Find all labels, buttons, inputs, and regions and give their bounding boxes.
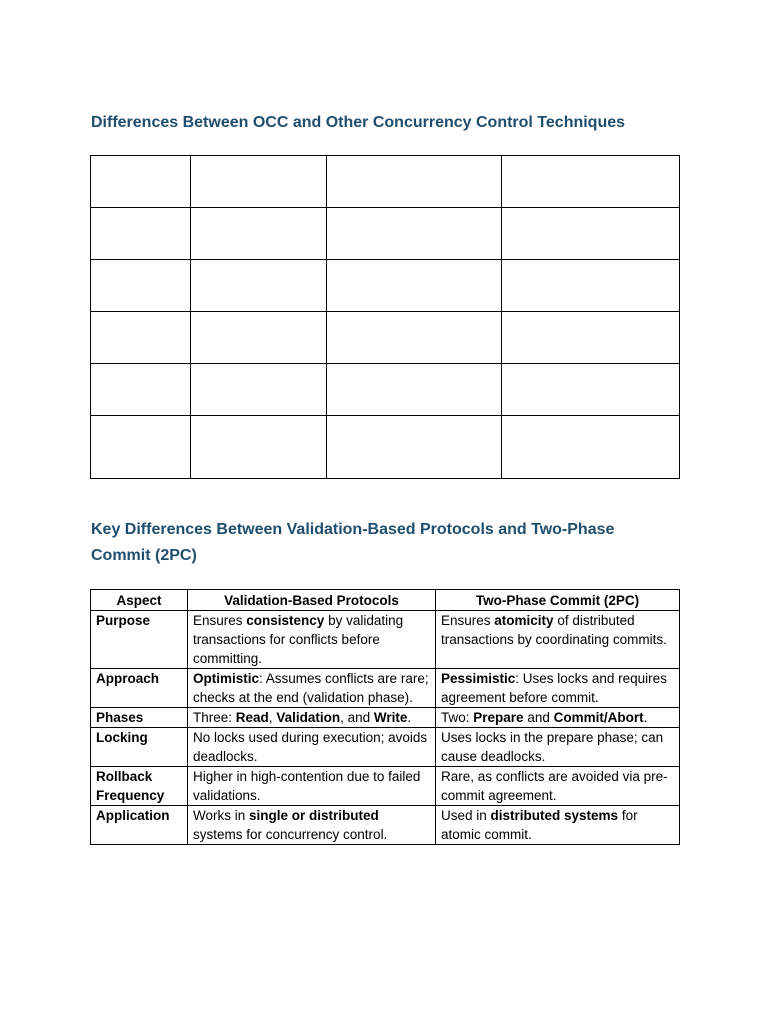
empty-table-cell [327, 364, 502, 416]
empty-table-row [91, 208, 680, 260]
cell-text: by validating transactions for conflicts before committing. [193, 613, 404, 666]
empty-table-cell [91, 260, 191, 312]
occ-section-heading: Differences Between OCC and Other Concurrency Control Techniques [91, 114, 626, 131]
emphasized-text: atomicity [494, 613, 554, 628]
cell-text: . [407, 710, 412, 725]
emphasized-text: Read [235, 710, 269, 725]
empty-table-cell [327, 260, 502, 312]
two-phase-commit-cell [436, 767, 680, 806]
aspect-cell: Phases [91, 708, 188, 728]
cell-text: systems for concurrency control. [193, 827, 388, 842]
column-header-aspect: Aspect [91, 590, 188, 611]
empty-table-cell [327, 312, 502, 364]
empty-table-cell [191, 156, 327, 208]
empty-table-cell [91, 364, 191, 416]
empty-table-cell [502, 156, 680, 208]
cell-text: : Assumes conflicts are rare; checks at the end (validation phase). [193, 671, 429, 705]
cell-text: Used in [441, 808, 491, 823]
comparison-row [91, 767, 680, 806]
empty-table-cell [502, 416, 680, 479]
cell-text: . [643, 710, 648, 725]
emphasized-text: Write [373, 710, 408, 725]
cell-text: Higher in high-contention due to failed validations. [193, 769, 421, 803]
cell-text: No locks used during execution; avoids deadlocks. [193, 730, 428, 764]
emphasized-text: Commit/Abort [553, 710, 644, 725]
vbp-section-heading: Key Differences Between Validation-Based Protocols and Two-Phase Commit (2PC) [91, 521, 615, 564]
emphasized-text: consistency [246, 613, 325, 628]
cell-text: for atomic commit. [441, 808, 638, 842]
cell-text: Three: [193, 710, 236, 725]
cell-text: Works in [193, 808, 250, 823]
empty-table-cell [327, 156, 502, 208]
validation-based-cell [188, 708, 436, 728]
column-header-two-phase-commit: Two-Phase Commit (2PC) [436, 590, 680, 611]
validation-based-cell [188, 728, 436, 767]
empty-table-row [91, 156, 680, 208]
empty-table-row [91, 312, 680, 364]
empty-table-row [91, 364, 680, 416]
cell-text: Uses locks in the prepare phase; can cause deadlocks. [441, 730, 664, 764]
two-phase-commit-cell [436, 669, 680, 708]
empty-table-cell [91, 416, 191, 479]
cell-text: Ensures [441, 613, 495, 628]
two-phase-commit-cell [436, 806, 680, 845]
empty-table-cell [191, 416, 327, 479]
empty-table-cell [191, 364, 327, 416]
empty-table-row [91, 260, 680, 312]
cell-text: and [523, 710, 554, 725]
aspect-cell: Locking [91, 728, 188, 767]
empty-occ-table [90, 155, 680, 479]
empty-table-cell [502, 364, 680, 416]
comparison-table [90, 589, 680, 845]
comparison-row [91, 669, 680, 708]
empty-table-row [91, 416, 680, 479]
emphasized-text: Optimistic [193, 671, 260, 686]
two-phase-commit-cell [436, 611, 680, 669]
empty-table-cell [502, 208, 680, 260]
aspect-cell: Application [91, 806, 188, 845]
cell-text: Ensures [193, 613, 247, 628]
column-header-validation-based: Validation-Based Protocols [188, 590, 436, 611]
cell-text: , [268, 710, 277, 725]
cell-text: : Uses locks and requires agreement before commit. [441, 671, 667, 705]
comparison-row [91, 611, 680, 669]
cell-text: Two: [441, 710, 474, 725]
two-phase-commit-cell [436, 708, 680, 728]
empty-table-cell [91, 208, 191, 260]
empty-table-cell [91, 156, 191, 208]
aspect-cell: Rollback Frequency [91, 767, 188, 806]
empty-table-cell [327, 416, 502, 479]
emphasized-text: Validation [276, 710, 341, 725]
validation-based-cell [188, 806, 436, 845]
cell-text: Rare, as conflicts are avoided via pre-commit agreement. [441, 769, 668, 803]
comparison-row [91, 728, 680, 767]
empty-table-cell [191, 208, 327, 260]
comparison-header-row [91, 590, 680, 611]
aspect-cell: Approach [91, 669, 188, 708]
cell-text: , and [340, 710, 374, 725]
comparison-row [91, 708, 680, 728]
empty-table-cell [91, 312, 191, 364]
empty-table-cell [191, 312, 327, 364]
emphasized-text: distributed systems [490, 808, 619, 823]
empty-table-cell [502, 312, 680, 364]
two-phase-commit-cell [436, 728, 680, 767]
validation-based-cell [188, 611, 436, 669]
emphasized-text: Prepare [473, 710, 524, 725]
aspect-cell: Purpose [91, 611, 188, 669]
empty-table-cell [502, 260, 680, 312]
emphasized-text: single or distributed [249, 808, 379, 823]
validation-based-cell [188, 669, 436, 708]
validation-based-cell [188, 767, 436, 806]
empty-table-cell [327, 208, 502, 260]
cell-text: of distributed transactions by coordinating commits. [441, 613, 667, 647]
comparison-row [91, 806, 680, 845]
empty-table-cell [191, 260, 327, 312]
emphasized-text: Pessimistic [441, 671, 516, 686]
